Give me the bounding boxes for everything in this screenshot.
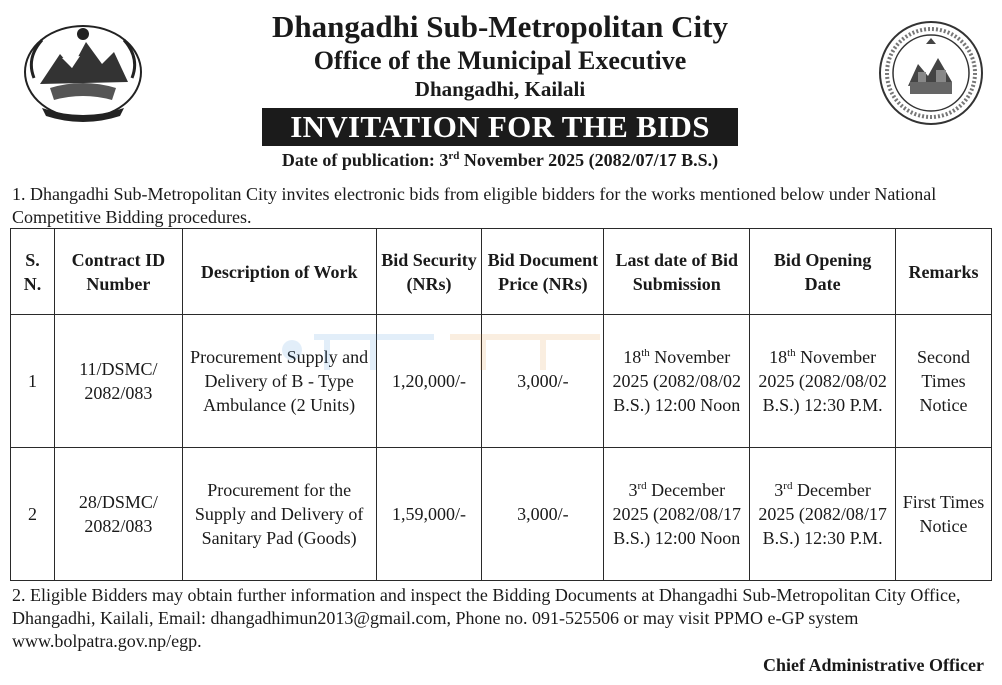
- header-description: Description of Work: [182, 229, 376, 315]
- row-document-price: 3,000/-: [482, 448, 604, 581]
- row-document-price: 3,000/-: [482, 315, 604, 448]
- header-remarks: Remarks: [896, 229, 992, 315]
- signatory-title: Chief Administrative Officer: [763, 655, 984, 675]
- row-opening-date: 18th November 2025 (2082/08/02 B.S.) 12:30 P.M.: [750, 315, 896, 448]
- table-row: [11, 448, 992, 581]
- row-last-date: 3rd December 2025 (2082/08/17 B.S.) 12:00 Noon: [604, 448, 750, 581]
- notice-banner: INVITATION FOR THE BIDS: [262, 108, 738, 146]
- row-remarks: Second Times Notice: [896, 315, 992, 448]
- document-header: [150, 8, 850, 172]
- table-row: [11, 315, 992, 448]
- row-sn: 1: [11, 315, 55, 448]
- table-header-row: [11, 229, 992, 315]
- row-sn: 2: [11, 448, 55, 581]
- intro-paragraph: 1. Dhangadhi Sub-Metropolitan City invites electronic bids from eligible bidders for the works mentioned below under National Competitive Bidding procedures.: [12, 184, 937, 227]
- row-description: Procurement Supply and Delivery of B - Type Ambulance (2 Units): [182, 315, 376, 448]
- info-paragraph: 2. Eligible Bidders may obtain further information and inspect the Bidding Documents at Dhangadhi Sub-Metropolitan City Office, Dhangadhi, Kailali, Email: dhangadhimun2013@gmail.com, Phone no. 091-525506 or may visit PPMO e-GP system www.bolpatra.gov.np/egp.: [12, 585, 961, 651]
- header-last-date: Last date of Bid Submission: [604, 229, 750, 315]
- row-opening-date: 3rd December 2025 (2082/08/17 B.S.) 12:30 P.M.: [750, 448, 896, 581]
- office-location: Dhangadhi, Kailali: [414, 77, 586, 101]
- city-name: Dhangadhi Sub-Metropolitan City: [272, 9, 728, 44]
- office-name: Office of the Municipal Executive: [313, 46, 687, 75]
- row-contract-id: 11/DSMC/ 2082/083: [54, 315, 182, 448]
- row-description: Procurement for the Supply and Delivery of Sanitary Pad (Goods): [182, 448, 376, 581]
- municipality-seal-icon: [878, 20, 984, 126]
- bids-table: [10, 228, 992, 581]
- header-opening-date: Bid Opening Date: [750, 229, 896, 315]
- nepal-emblem-icon: [20, 18, 146, 130]
- row-bid-security: 1,59,000/-: [376, 448, 482, 581]
- row-last-date: 18th November 2025 (2082/08/02 B.S.) 12:00 Noon: [604, 315, 750, 448]
- header-bid-security: Bid Security (NRs): [376, 229, 482, 315]
- publication-date: Date of publication: 3rd November 2025 (2082/07/17 B.S.): [281, 150, 719, 170]
- row-remarks: First Times Notice: [896, 448, 992, 581]
- header-sn: S. N.: [11, 229, 55, 315]
- header-contract-id: Contract ID Number: [54, 229, 182, 315]
- header-document-price: Bid Document Price (NRs): [482, 229, 604, 315]
- row-bid-security: 1,20,000/-: [376, 315, 482, 448]
- row-contract-id: 28/DSMC/ 2082/083: [54, 448, 182, 581]
